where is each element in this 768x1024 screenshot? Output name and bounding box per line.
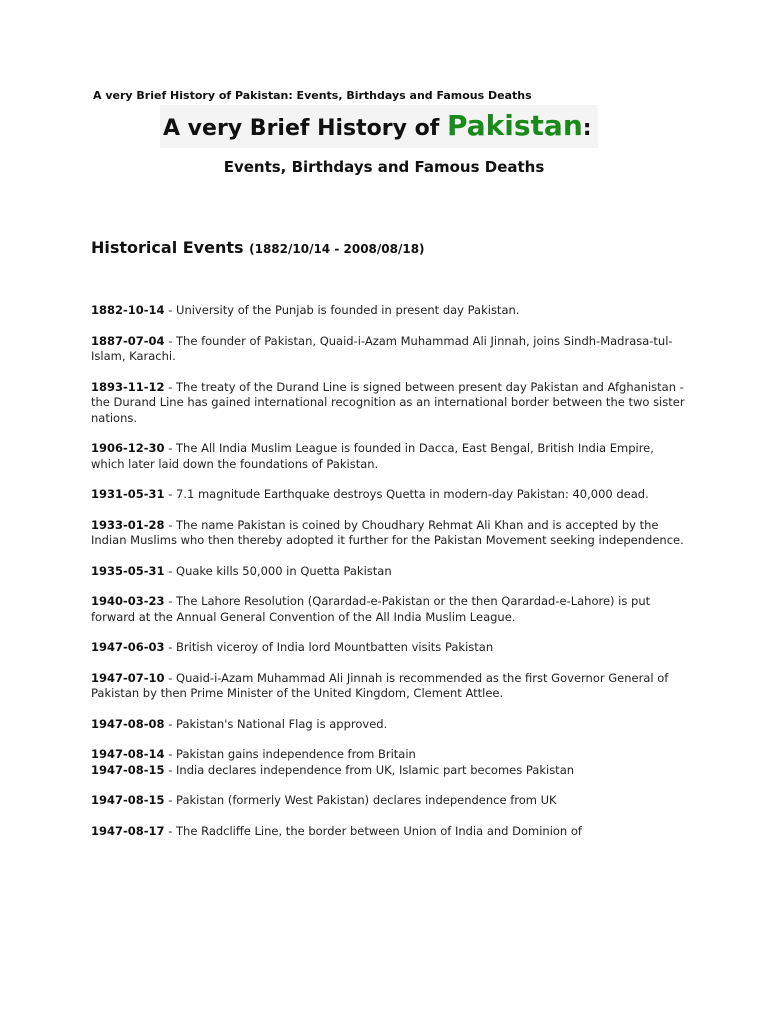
- title-suffix: :: [582, 116, 592, 141]
- event-item: [91, 824, 691, 840]
- event-item: [91, 334, 691, 365]
- event-separator: -: [164, 793, 177, 807]
- section-heading: [91, 238, 425, 257]
- event-text: British viceroy of India lord Mountbatten visits Pakistan: [176, 640, 494, 654]
- event-text: 7.1 magnitude Earthquake destroys Quetta in modern-day Pakistan: 40,000 dead.: [176, 487, 649, 501]
- event-date: 1947-08-17: [91, 823, 165, 838]
- event-item: [91, 763, 691, 779]
- event-item: [91, 640, 691, 656]
- event-separator: -: [164, 823, 177, 838]
- event-item: [91, 671, 691, 702]
- event-date: 1947-07-10: [91, 670, 165, 685]
- event-separator: -: [164, 303, 177, 317]
- event-text: The name Pakistan is coined by Choudhary Rehmat Ali Khan and is accepted by the Indian Muslims who then thereby adopted it further for the Pakistan Movement seeking independence.: [91, 517, 684, 547]
- event-date: 1947-08-15: [91, 793, 165, 807]
- event-item: [91, 441, 691, 472]
- event-separator: -: [164, 517, 177, 532]
- event-date: 1887-07-04: [91, 333, 165, 348]
- section-date-range: (1882/10/14 - 2008/08/18): [249, 242, 425, 256]
- event-text: The founder of Pakistan, Quaid-i-Azam Muhammad Ali Jinnah, joins Sindh-Madrasa-tul-Islam, Karachi.: [91, 333, 673, 363]
- event-separator: -: [164, 640, 177, 654]
- event-separator: -: [164, 379, 177, 394]
- event-date: 1882-10-14: [91, 303, 165, 317]
- event-item: [91, 717, 691, 733]
- event-date: 1947-08-15: [91, 762, 165, 777]
- document-subtitle: Events, Birthdays and Famous Deaths: [223, 158, 545, 176]
- event-item: [91, 303, 691, 319]
- document-header: A very Brief History of Pakistan: Events, Birthdays and Famous Deaths: [93, 89, 532, 102]
- event-date: 1931-05-31: [91, 487, 165, 501]
- event-text: The treaty of the Durand Line is signed between present day Pakistan and Afghanistan - the Durand Line has gained international recognition as an international border between the two sister nations.: [91, 379, 685, 425]
- event-separator: -: [164, 762, 177, 777]
- section-heading-label: Historical Events: [91, 238, 244, 257]
- event-text: The All India Muslim League is founded in Dacca, East Bengal, British India Empire, which later laid down the foundations of Pakistan.: [91, 441, 654, 471]
- event-date: 1947-08-14: [91, 747, 165, 761]
- event-item: [91, 747, 691, 763]
- event-separator: -: [164, 747, 177, 761]
- event-separator: -: [164, 333, 177, 348]
- event-item: [91, 518, 691, 549]
- event-date: 1893-11-12: [91, 379, 165, 394]
- event-date: 1947-08-08: [91, 716, 165, 731]
- event-date: 1935-05-31: [91, 563, 165, 578]
- title-country: Pakistan: [447, 109, 583, 142]
- event-date: 1933-01-28: [91, 517, 165, 532]
- event-text: India declares independence from UK, Islamic part becomes Pakistan: [176, 762, 575, 777]
- event-item: [91, 487, 691, 503]
- event-item: [91, 594, 691, 625]
- event-text: The Lahore Resolution (Qarardad-e-Pakistan or the then Qarardad-e-Lahore) is put forward at the Annual General Convention of the All India Muslim League.: [91, 594, 651, 624]
- event-item: [91, 380, 691, 427]
- event-text: Pakistan (formerly West Pakistan) declares independence from UK: [176, 793, 557, 807]
- event-separator: -: [164, 563, 177, 578]
- event-text: Pakistan gains independence from Britain: [176, 747, 416, 761]
- event-separator: -: [164, 487, 177, 501]
- title-prefix: A very Brief History of: [163, 116, 440, 141]
- event-separator: -: [164, 716, 177, 731]
- event-date: 1906-12-30: [91, 441, 165, 455]
- event-text: Pakistan's National Flag is approved.: [176, 716, 388, 731]
- event-date: 1947-06-03: [91, 640, 165, 654]
- event-list: [91, 303, 691, 854]
- event-separator: -: [164, 441, 177, 455]
- event-text: Quake kills 50,000 in Quetta Pakistan: [176, 563, 392, 578]
- event-separator: -: [164, 594, 177, 608]
- event-item: [91, 793, 691, 809]
- event-date: 1940-03-23: [91, 594, 165, 608]
- event-text: University of the Punjab is founded in present day Pakistan.: [176, 303, 520, 317]
- event-text: The Radcliffe Line, the border between Union of India and Dominion of: [176, 823, 582, 838]
- event-text: Quaid-i-Azam Muhammad Ali Jinnah is recommended as the first Governor General of Pakistan by then Prime Minister of the United Kingdom, Clement Attlee.: [91, 670, 669, 700]
- document-title: [163, 106, 592, 149]
- event-separator: -: [164, 670, 177, 685]
- event-item: [91, 564, 691, 580]
